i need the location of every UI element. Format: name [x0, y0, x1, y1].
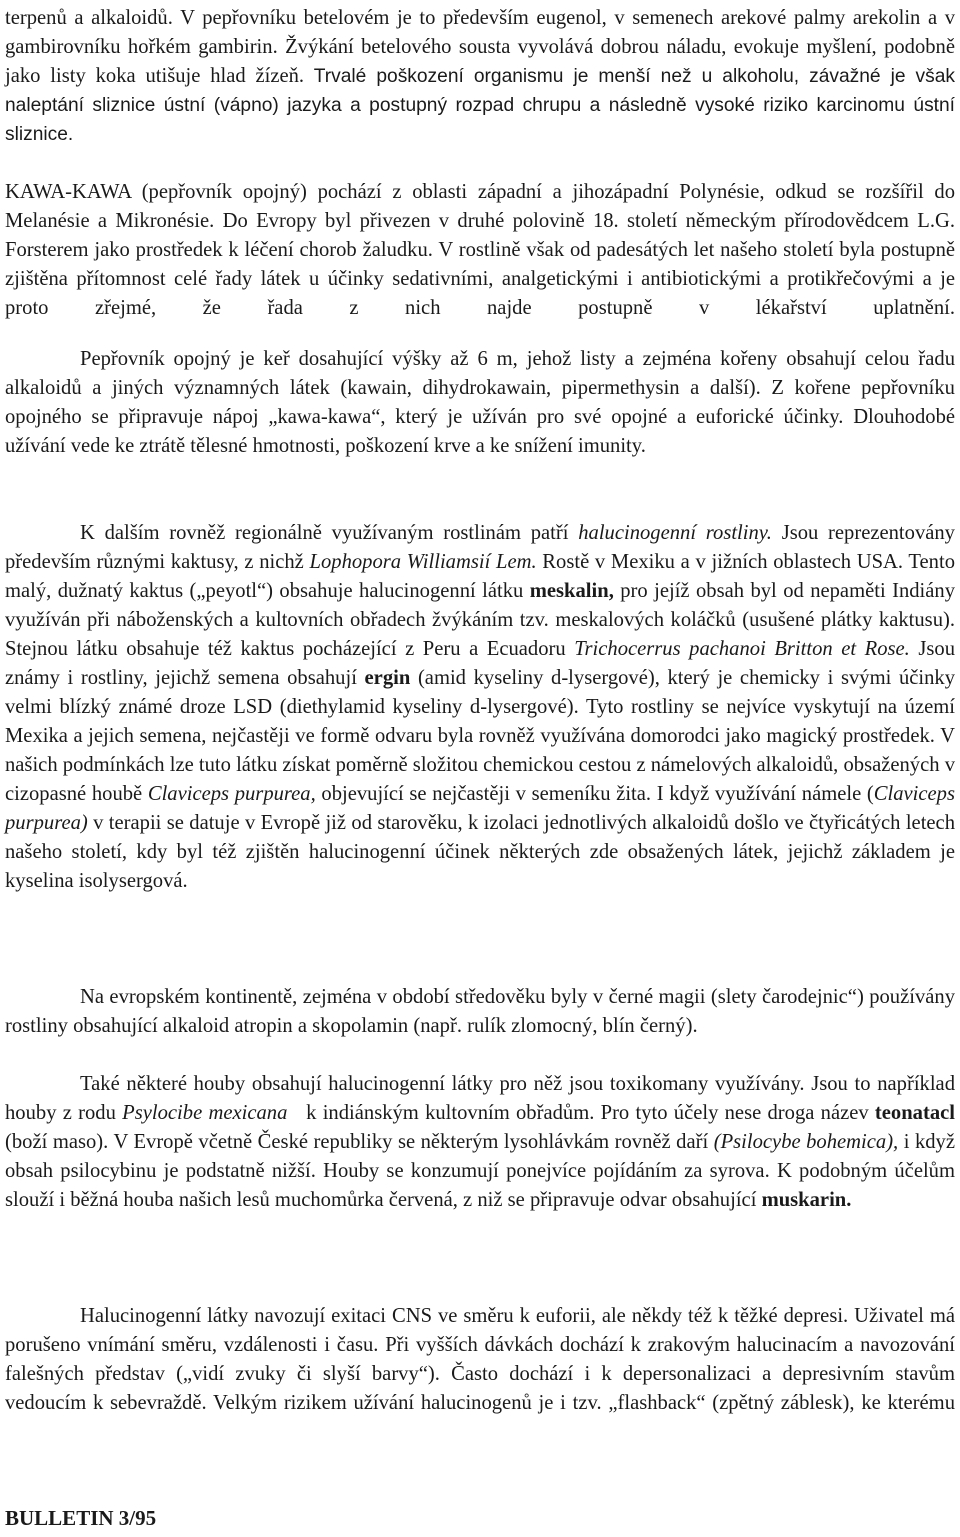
paragraph-mushrooms — [5, 1070, 955, 1215]
italic-term: Claviceps purpurea, — [147, 783, 316, 805]
text-run: V našich podmínkách lze tuto látku získat poměrně složitou chemickou cestou z námelových alkaloidů, obsažených v cizopasné houbě — [5, 725, 955, 805]
text-run: Jsou reprezentovány především různými kaktusy, z nichž — [5, 522, 955, 573]
paragraph-pepper — [5, 345, 955, 461]
bold-term: muskarin. — [761, 1189, 852, 1211]
italic-term: Lophopora Williamsií Lem. — [309, 551, 537, 573]
italic-term: Psylocibe mexicana — [122, 1102, 288, 1124]
pepper-text-b: Z kořene pepřovníku opojného se připravuje nápoj „kawa-kawa“, který je užíván pro své opojné a euforické účinky. — [5, 377, 955, 428]
text-run: Stejnou látku obsahuje též kaktus pocházející z Peru a Ecuadoru — [5, 638, 575, 660]
pepper-text-c: Dlouhodobé užívání vede ke ztrátě tělesné hmotnosti, poškození krve a ke snížení imunity. — [5, 406, 955, 457]
europe-magic-text: Na evropském kontinentě, zejména v období středověku byly v černé magii (slety čarodejnic“) používány rostliny obsahující alkaloid atropin a skopolamin (např. rulík zlomocný, blín černý). — [5, 986, 955, 1037]
kawa-text-b: V rostlině však od padesátých let našeho století byla postupně zjištěna přítomnost celé řady látek u účinky sedativními, analgetickými i antibiotickými a protikřečovými a je proto zřejmé, že řada z nich najde postupně v lékařství uplatnění. — [5, 239, 956, 319]
paragraph-europe-magic — [5, 983, 955, 1041]
text-run: (boží maso). V Evropě včetně České republiky se některým lysohlávkám rovněž daří — [5, 1131, 714, 1153]
pepper-text-a: Pepřovník opojný je keř dosahující výšky až 6 m, jehož listy a zejména kořeny obsahují celou řadu alkaloidů a jiných významných látek (kawain, dihydrokawain, pipermethysin a další). — [5, 348, 955, 399]
text-run: v terapii se datuje v Evropě již od starověku, k izolaci jednotlivých alkaloidů došlo ve čtyřicátých letech našeho století, kdy byl též zjištěn halucinogenní účinek některých zde obsažených látek, jejichž základem je kyselina isolysergová. — [5, 812, 955, 892]
italic-term: Claviceps purpurea) — [5, 783, 955, 834]
footer-bulletin: BULLETIN 3/95 — [5, 1506, 157, 1530]
bold-term: ergin — [364, 667, 411, 689]
betel-text-a: terpenů a alkaloidů. V pepřovníku betelovém je to především eugenol, v semenech arekové palmy arekolin a v gambirovníku hořkém gambirin. Žvýkání betelového sousta vyvolává dobrou náladu, evokuje myšlení, podobně jako listy koka utišuje hlad žízeň. — [5, 7, 955, 87]
betel-text-b: Trvalé poškození organismu je menší než u alkoholu, závažné je však naleptání sliznice ústní (vápno) jazyka a postupný rozpad chrupu a následně vysoké riziko karcinomu ústní sliznice. — [5, 66, 955, 145]
text-run: pro jejíž obsah byl od nepaměti Indiány využíván při náboženských a kultovních obřadech žvýkáním tzv. meskalových koláčků (usušené plátky kaktusu). — [5, 580, 956, 631]
text-run: Jsou známy i rostliny, jejichž semena obsahují — [5, 638, 955, 689]
bold-term: teonatacl — [874, 1102, 955, 1124]
text-run: Také některé houby obsahují halucinogenní látky pro něž jsou toxikomany využívány. Jsou to například houby z rodu — [5, 1073, 955, 1124]
text-run: K dalším rovněž regionálně využívaným rostlinám patří — [80, 522, 579, 544]
italic-term: Trichocerrus pachanoi Britton et Rose. — [574, 638, 910, 660]
text-run: k indiánským kultovním obřadům. Pro tyto účely nese droga název — [287, 1102, 875, 1124]
paragraph-betel — [5, 4, 955, 149]
paragraph-effects — [5, 1302, 955, 1418]
text-run: i když obsah psilocybinu je podstatně nižší. Houby se konzumují ponejvíce pojídáním za syrova. K podobným účelům slouží i běžná houba našich lesů muchomůrka červená, z niž se připravuje odvar obsahující — [5, 1131, 955, 1211]
text-run: Tento malý, dužnatý kaktus („peyotl“) obsahuje halucinogenní látku — [5, 551, 955, 602]
bold-term: meskalin, — [529, 580, 614, 602]
text-run: Tyto rostliny se nejvíce vyskytují na území Mexika a jejich semena, nejčastěji ve formě odvaru byla rovněž využívána domorodci jako magický prostředek. — [5, 696, 955, 747]
italic-term: (Psilocybe bohemica), — [713, 1131, 899, 1153]
text-run: (amid kyseliny d-lysergové), který je chemicky i svými účinky velmi blízký známé droze LSD (diethylamid kyseliny d-lysergové). — [5, 667, 955, 718]
paragraph-kawa — [5, 178, 955, 323]
effects-text: Halucinogenní látky navozují exitaci CNS ve směru k euforii, ale někdy též k těžké depresi. Uživatel má porušeno vnímání směru, vzdálenosti i času. Při vyšších dávkách dochází k zrakovým halucinacím a navozování falešných představ („vidí zvuky či slyší barvy“). Často dochází i k depersonalizaci a depresivním stavům vedoucím k sebevraždě. Velkým rizikem užívání halucinogenů je i tzv. „flashback“ (zpětný záblesk), ke kterému — [5, 1305, 955, 1414]
text-run: I když využívání námele ( — [651, 783, 874, 805]
kawa-text-a: KAWA-KAWA (pepřovník opojný) pochází z oblasti západní a jihozápadní Polynésie, odkud se rozšířil do Melanésie a Mikronésie. Do Evropy byl přivezen v druhé polovině 18. století německým přírodovědcem L.G. Forsterem jako prostředek k léčení chorob žaludku. — [5, 181, 955, 261]
text-run: Rostě v Mexiku a v jižních oblastech USA. — [536, 551, 904, 573]
text-run: objevující se nejčastěji v semeníku žita. — [315, 783, 652, 805]
paragraph-hallucinogenic-plants — [5, 519, 955, 896]
italic-term: halucinogenní rostliny. — [578, 522, 772, 544]
